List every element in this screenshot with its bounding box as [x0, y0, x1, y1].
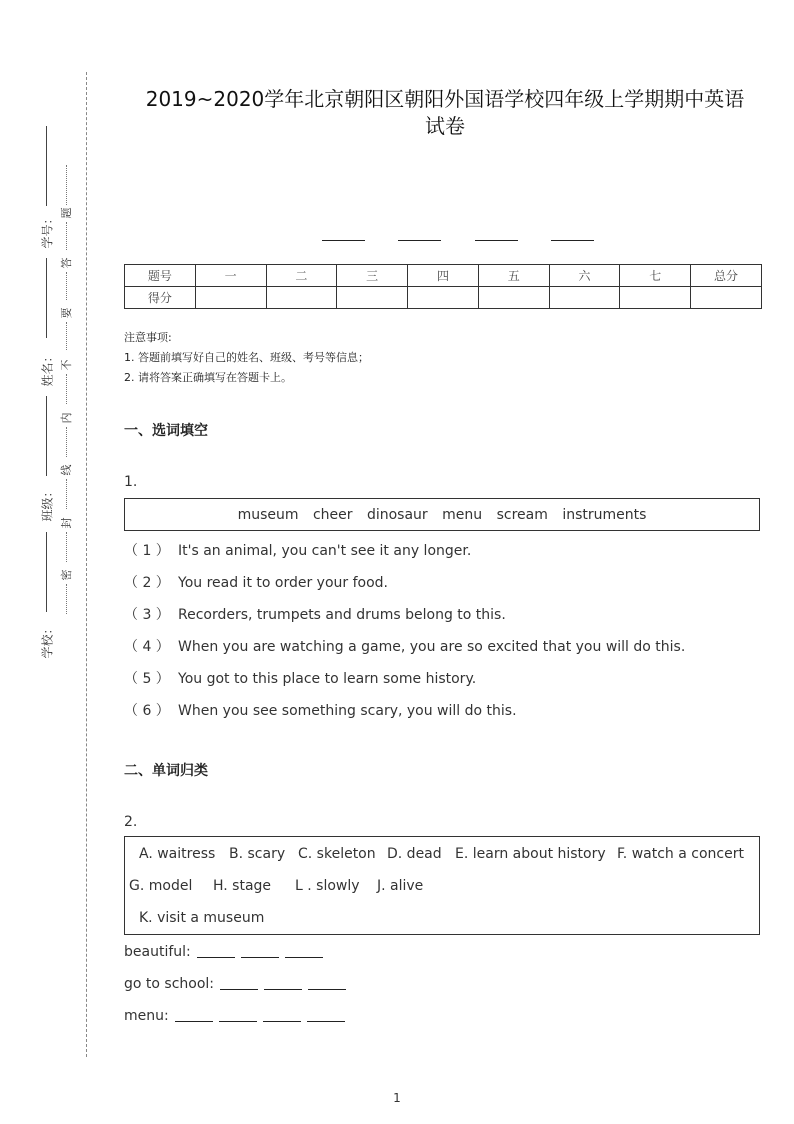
section-2-title: 二、单词归类: [124, 763, 208, 779]
score-header-cell: 七: [620, 265, 691, 287]
notes-item: 2. 请将答案正确填写在答题卡上。: [124, 371, 292, 384]
option-item: F. watch a concert: [617, 846, 744, 862]
seal-dots: [66, 532, 67, 562]
score-header-cell: 题号: [125, 265, 196, 287]
score-cell[interactable]: [408, 287, 479, 309]
exam-title-line2: 试卷: [425, 114, 465, 138]
sub-question: [124, 540, 471, 560]
sub-question: [124, 668, 476, 688]
score-header-cell: 六: [549, 265, 620, 287]
seal-dots: [66, 374, 67, 404]
word-bank-word: dinosaur: [366, 507, 428, 523]
student-name-line: [46, 258, 47, 338]
option-item: B. scary: [229, 846, 286, 862]
word-bank-box: [124, 498, 760, 531]
category-fill-line: [124, 976, 346, 992]
seal-dots: [66, 322, 67, 350]
answer-blank[interactable]: [219, 1008, 257, 1022]
school-label: 学校：: [40, 622, 55, 659]
category-fill-line: [124, 944, 323, 960]
score-cell[interactable]: [691, 287, 762, 309]
score-cell[interactable]: [337, 287, 408, 309]
score-cell[interactable]: [195, 287, 266, 309]
score-cell[interactable]: [266, 287, 337, 309]
binding-dashed-line: [86, 72, 87, 1057]
word-bank-word: instruments: [562, 507, 647, 523]
category-label: go to school:: [124, 976, 215, 992]
score-cell[interactable]: [478, 287, 549, 309]
score-row-label: 得分: [125, 287, 196, 309]
score-table: [124, 264, 762, 309]
sub-question-text: When you are watching a game, you are so excited that you will do this.: [178, 639, 686, 655]
score-cell[interactable]: [620, 287, 691, 309]
seal-dots: [66, 165, 67, 205]
word-bank-word: scream: [496, 507, 548, 523]
seal-dots: [66, 584, 67, 614]
option-item: K. visit a museum: [139, 910, 265, 926]
score-table-score-row: [125, 287, 762, 309]
word-bank-word: menu: [442, 507, 483, 523]
info-blank[interactable]: [398, 240, 441, 241]
score-cell[interactable]: [549, 287, 620, 309]
seal-char: 线: [60, 464, 73, 476]
notes-item: 1. 答题前填写好自己的姓名、班级、考号等信息；: [124, 351, 369, 364]
option-item: D. dead: [387, 846, 442, 862]
sub-question-text: You got to this place to learn some history.: [178, 671, 477, 687]
answer-blank[interactable]: [175, 1008, 213, 1022]
answer-blank[interactable]: [285, 944, 323, 958]
sub-question: [124, 572, 388, 592]
info-blank[interactable]: [322, 240, 365, 241]
category-fill-line: [124, 1008, 345, 1024]
answer-blank[interactable]: [220, 976, 258, 990]
seal-dots: [66, 272, 67, 300]
notes-heading: 注意事项:: [124, 331, 172, 344]
score-header-cell: 五: [478, 265, 549, 287]
section-1-title: 一、选词填空: [124, 423, 208, 439]
exam-notes: [124, 328, 369, 388]
category-label: beautiful:: [124, 944, 191, 960]
option-item: H. stage: [213, 878, 272, 894]
sub-question-number[interactable]: （ 2 ）: [124, 575, 170, 591]
sub-question-text: When you see something scary, you will do this.: [178, 703, 517, 719]
seal-char: 密: [60, 569, 73, 581]
seal-char: 要: [60, 307, 73, 319]
exam-title-line1: 2019~2020学年北京朝阳区朝阳外国语学校四年级上学期期中英语: [145, 87, 745, 111]
option-item: C. skeleton: [298, 846, 376, 862]
answer-blank[interactable]: [263, 1008, 301, 1022]
score-header-cell: 总分: [691, 265, 762, 287]
info-blank[interactable]: [475, 240, 518, 241]
exam-title: [115, 86, 775, 140]
sub-question-number[interactable]: （ 5 ）: [124, 671, 170, 687]
answer-blank[interactable]: [264, 976, 302, 990]
sub-question-number[interactable]: （ 6 ）: [124, 703, 170, 719]
sub-question-number[interactable]: （ 4 ）: [124, 639, 170, 655]
answer-blank[interactable]: [308, 976, 346, 990]
sub-question-text: Recorders, trumpets and drums belong to this.: [178, 607, 506, 623]
word-bank-word: cheer: [312, 507, 353, 523]
category-label: menu:: [124, 1008, 169, 1024]
question-1-number: 1.: [124, 474, 138, 490]
option-item: A. waitress: [139, 846, 216, 862]
option-item: J. alive: [377, 878, 424, 894]
score-table-header-row: [125, 265, 762, 287]
school-line: [46, 532, 47, 612]
seal-dots: [66, 479, 67, 509]
option-item: E. learn about history: [455, 846, 606, 862]
answer-blank[interactable]: [307, 1008, 345, 1022]
score-header-cell: 四: [408, 265, 479, 287]
info-blank[interactable]: [551, 240, 594, 241]
seal-char: 题: [60, 207, 73, 219]
class-label: 班级：: [40, 485, 55, 522]
student-name-label: 姓名：: [40, 350, 55, 387]
class-line: [46, 396, 47, 476]
word-bank-word: museum: [237, 507, 299, 523]
question-2-number: 2.: [124, 814, 138, 830]
score-header-cell: 二: [266, 265, 337, 287]
sub-question: [124, 636, 685, 656]
score-header-cell: 一: [195, 265, 266, 287]
option-item: L . slowly: [295, 878, 360, 894]
seal-char: 不: [60, 359, 73, 371]
page-number: 1: [393, 1091, 401, 1105]
seal-char: 封: [60, 517, 73, 529]
sub-question: [124, 700, 517, 720]
options-box: [124, 836, 760, 935]
seal-char: 答: [60, 257, 73, 269]
sub-question-text: You read it to order your food.: [178, 575, 388, 591]
student-id-label: 学号：: [40, 212, 55, 249]
answer-blank[interactable]: [197, 944, 235, 958]
seal-dots: [66, 427, 67, 457]
seal-char: 内: [60, 412, 73, 424]
seal-dots: [66, 222, 67, 250]
answer-blank[interactable]: [241, 944, 279, 958]
sub-question: [124, 604, 506, 624]
option-item: G. model: [129, 878, 193, 894]
sub-question-number[interactable]: （ 3 ）: [124, 607, 170, 623]
student-id-line: [46, 126, 47, 206]
score-header-cell: 三: [337, 265, 408, 287]
sub-question-text: It's an animal, you can't see it any longer.: [178, 543, 472, 559]
sub-question-number[interactable]: （ 1 ）: [124, 543, 170, 559]
